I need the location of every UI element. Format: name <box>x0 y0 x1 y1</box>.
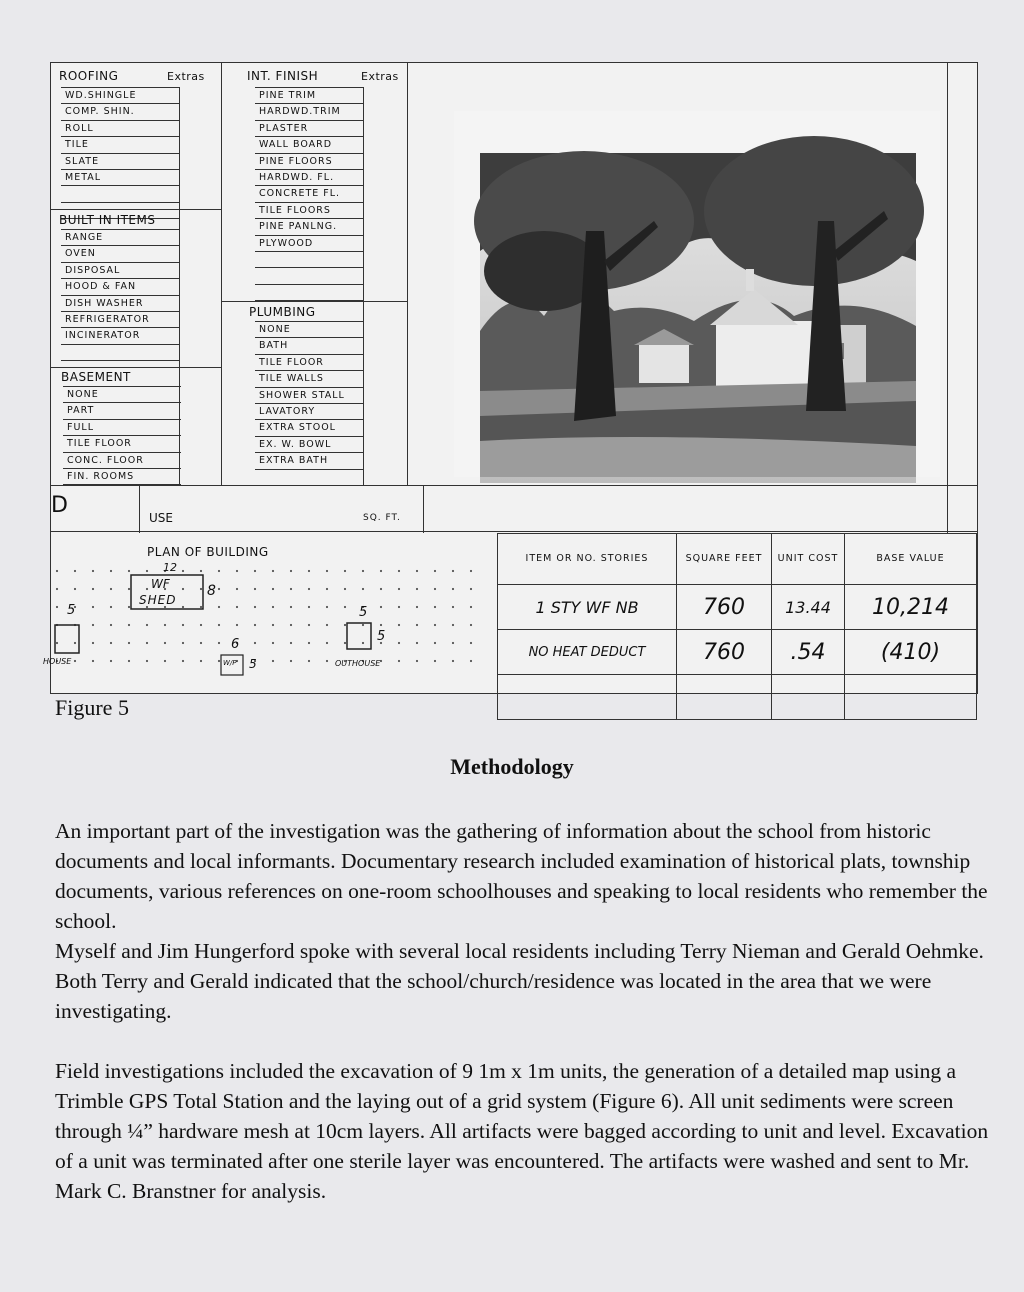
grid-dot <box>290 588 292 590</box>
list-item <box>61 345 179 361</box>
grid-dot <box>308 660 310 662</box>
grid-dot <box>200 588 202 590</box>
grid-dot <box>74 660 76 662</box>
use-row-mark: D <box>51 493 68 518</box>
grid-dot <box>56 570 58 572</box>
list-item: EX. W. BOWL <box>255 437 363 453</box>
grid-dot <box>434 642 436 644</box>
list-item: SHOWER STALL <box>255 388 363 404</box>
roofing-list <box>61 87 179 219</box>
grid-dot <box>128 660 130 662</box>
plumbing-list <box>255 321 363 486</box>
grid-dot <box>272 588 274 590</box>
grid-dot <box>110 642 112 644</box>
grid-dot <box>56 588 58 590</box>
list-item: TILE FLOOR <box>63 436 181 452</box>
grid-dot <box>326 660 328 662</box>
grid-dot <box>308 570 310 572</box>
grid-dot <box>416 642 418 644</box>
grid-dot <box>326 588 328 590</box>
grid-dot <box>470 624 472 626</box>
cost-item-cell: NO HEAT DEDUCT <box>498 630 677 675</box>
grid-dot <box>290 660 292 662</box>
grid-dot <box>236 606 238 608</box>
cost-header-unit-cost: UNIT COST <box>772 534 845 585</box>
list-item: OVEN <box>61 246 179 262</box>
grid-dot <box>308 642 310 644</box>
grid-dot <box>200 624 202 626</box>
basement-list <box>63 386 181 485</box>
grid-dot <box>434 660 436 662</box>
assessment-form-figure <box>43 62 978 694</box>
grid-dot <box>344 570 346 572</box>
grid-dot <box>128 588 130 590</box>
grid-dot <box>128 642 130 644</box>
list-item: COMP. SHIN. <box>61 104 179 120</box>
dim-5-left: 5 <box>67 603 76 618</box>
grid-dot <box>290 624 292 626</box>
list-item: PINE PANLNG. <box>255 219 363 235</box>
grid-dot <box>326 642 328 644</box>
house-label: HOUSE <box>43 657 72 666</box>
cost-table <box>497 533 977 693</box>
list-item: FULL <box>63 420 181 436</box>
list-item <box>255 268 363 284</box>
cost-unit-cell: 13.44 <box>772 585 845 630</box>
figure-caption: Figure 5 <box>55 695 129 720</box>
list-item: HARDWD. FL. <box>255 170 363 186</box>
grid-dot <box>218 588 220 590</box>
grid-dot <box>344 624 346 626</box>
grid-dot <box>452 642 454 644</box>
int-finish-list <box>255 87 363 301</box>
grid-dot <box>218 606 220 608</box>
grid-dot <box>92 606 94 608</box>
table-row <box>498 630 977 675</box>
grid-dot <box>470 570 472 572</box>
schoolhouse-photo <box>454 111 940 477</box>
grid-dot <box>452 570 454 572</box>
grid-dot <box>110 588 112 590</box>
grid-dot <box>218 660 220 662</box>
basement-header: BASEMENT <box>61 370 131 384</box>
dim-5-right: 5 <box>377 629 386 644</box>
grid-dot <box>236 570 238 572</box>
grid-dot <box>416 570 418 572</box>
grid-dot <box>470 660 472 662</box>
cost-sqft-cell: 760 <box>677 630 772 675</box>
cost-base-cell: (410) <box>845 630 977 675</box>
grid-dot <box>182 570 184 572</box>
grid-dot <box>308 606 310 608</box>
grid-dot <box>272 624 274 626</box>
grid-dot <box>398 660 400 662</box>
grid-dot <box>146 642 148 644</box>
grid-dot <box>182 588 184 590</box>
list-item: WALL BOARD <box>255 137 363 153</box>
plan-dot-grid <box>51 533 497 693</box>
list-item: NONE <box>255 322 363 338</box>
grid-dot <box>182 624 184 626</box>
grid-dot <box>308 624 310 626</box>
grid-dot <box>128 606 130 608</box>
list-item: HOOD & FAN <box>61 279 179 295</box>
grid-dot <box>362 570 364 572</box>
grid-dot <box>344 606 346 608</box>
grid-dot <box>398 642 400 644</box>
grid-dot <box>182 642 184 644</box>
built-in-header: BUILT IN ITEMS <box>59 213 156 227</box>
list-item: NONE <box>63 387 181 403</box>
int-finish-extras-label: Extras <box>361 70 399 83</box>
sqft-label: SQ. FT. <box>363 513 401 523</box>
dim-8: 8 <box>207 583 216 599</box>
grid-dot <box>182 606 184 608</box>
built-in-list <box>61 229 179 361</box>
list-item: CONC. FLOOR <box>63 453 181 469</box>
int-finish-header: INT. FINISH Extras <box>247 69 399 83</box>
paragraph-3: Field investigations included the excavation of 9 1m x 1m units, the generation of a detailed map using a Trimble GPS Total Station and the laying out of a grid system (Figure 6). All unit sediments were screen through ¼” hardware mesh at 10cm layers. All artifacts were bagged according to unit and level. Excavation of a unit was terminated after one sterile layer was encountered. The artifacts were washed and sent to Mr. Mark C. Branstner for analysis. <box>55 1059 989 1203</box>
grid-dot <box>434 570 436 572</box>
grid-dot <box>110 624 112 626</box>
list-item: SLATE <box>61 154 179 170</box>
grid-dot <box>398 588 400 590</box>
grid-dot <box>236 588 238 590</box>
grid-dot <box>146 624 148 626</box>
grid-dot <box>110 570 112 572</box>
grid-dot <box>272 606 274 608</box>
grid-dot <box>254 570 256 572</box>
list-item: ROLL <box>61 121 179 137</box>
roofing-extras-label: Extras <box>167 70 205 83</box>
grid-dot <box>362 588 364 590</box>
list-item: EXTRA BATH <box>255 453 363 469</box>
grid-dot <box>398 606 400 608</box>
grid-dot <box>92 588 94 590</box>
cost-sqft-cell: 760 <box>677 585 772 630</box>
cost-header-item: ITEM OR NO. STORIES <box>498 534 677 585</box>
section-title: Methodology <box>450 754 574 779</box>
grid-dot <box>308 588 310 590</box>
list-item: REFRIGERATOR <box>61 312 179 328</box>
grid-dot <box>398 570 400 572</box>
grid-dot <box>200 660 202 662</box>
schoolhouse-photo-image <box>454 111 940 477</box>
list-item: TILE FLOORS <box>255 203 363 219</box>
list-item: FIN. ROOMS <box>63 469 181 485</box>
grid-dot <box>254 642 256 644</box>
paragraph-2: Myself and Jim Hungerford spoke with several local residents including Terry Nieman and Gerald Oehmke. Both Terry and Gerald indicated that the school/church/residence was located in the area that we were investigating. <box>55 939 984 1023</box>
grid-dot <box>56 642 58 644</box>
list-item: HARDWD.TRIM <box>255 104 363 120</box>
dim-6: 6 <box>231 637 240 652</box>
grid-dot <box>272 570 274 572</box>
grid-dot <box>56 606 58 608</box>
grid-dot <box>434 588 436 590</box>
table-row <box>498 585 977 630</box>
grid-dot <box>344 642 346 644</box>
grid-dot <box>380 588 382 590</box>
use-label: USE <box>149 511 173 525</box>
grid-dot <box>164 624 166 626</box>
grid-dot <box>146 588 148 590</box>
grid-dot <box>452 588 454 590</box>
grid-dot <box>470 642 472 644</box>
grid-dot <box>290 606 292 608</box>
list-item: DISH WASHER <box>61 296 179 312</box>
grid-dot <box>380 624 382 626</box>
list-item: PLYWOOD <box>255 236 363 252</box>
grid-dot <box>92 624 94 626</box>
list-item: METAL <box>61 170 179 186</box>
grid-dot <box>74 570 76 572</box>
grid-dot <box>416 606 418 608</box>
list-item: EXTRA STOOL <box>255 420 363 436</box>
grid-dot <box>380 570 382 572</box>
list-item: PINE TRIM <box>255 88 363 104</box>
plan-of-building <box>43 533 497 693</box>
grid-dot <box>470 588 472 590</box>
grid-dot <box>110 606 112 608</box>
grid-dot <box>254 624 256 626</box>
plumbing-header: PLUMBING <box>249 305 316 319</box>
grid-dot <box>272 660 274 662</box>
list-item <box>255 470 363 486</box>
grid-dot <box>398 624 400 626</box>
list-item: LAVATORY <box>255 404 363 420</box>
grid-dot <box>452 606 454 608</box>
grid-dot <box>200 570 202 572</box>
grid-dot <box>74 642 76 644</box>
grid-dot <box>254 606 256 608</box>
grid-dot <box>182 660 184 662</box>
dim-12: 12 <box>163 561 177 574</box>
list-item: TILE FLOOR <box>255 355 363 371</box>
grid-dot <box>416 660 418 662</box>
grid-dot <box>326 570 328 572</box>
list-item: RANGE <box>61 230 179 246</box>
grid-dot <box>146 570 148 572</box>
grid-dot <box>236 624 238 626</box>
grid-dot <box>434 624 436 626</box>
grid-dot <box>254 588 256 590</box>
cost-unit-cell: .54 <box>772 630 845 675</box>
grid-dot <box>92 570 94 572</box>
list-item: INCINERATOR <box>61 328 179 344</box>
cost-base-cell: 10,214 <box>845 585 977 630</box>
grid-dot <box>92 660 94 662</box>
dim-5-wp: 5 <box>249 657 257 671</box>
grid-dot <box>128 570 130 572</box>
roofing-header: ROOFING Extras <box>59 69 205 83</box>
grid-dot <box>326 624 328 626</box>
grid-dot <box>200 642 202 644</box>
grid-dot <box>164 660 166 662</box>
list-item: TILE WALLS <box>255 371 363 387</box>
grid-dot <box>92 642 94 644</box>
grid-dot <box>164 642 166 644</box>
grid-dot <box>344 588 346 590</box>
grid-dot <box>200 606 202 608</box>
cost-header-sqft: SQUARE FEET <box>677 534 772 585</box>
grid-dot <box>434 606 436 608</box>
list-item: PINE FLOORS <box>255 154 363 170</box>
table-row <box>498 675 977 720</box>
grid-dot <box>362 642 364 644</box>
dim-5-mid: 5 <box>359 605 368 620</box>
grid-dot <box>470 606 472 608</box>
grid-dot <box>218 642 220 644</box>
list-item: DISPOSAL <box>61 263 179 279</box>
list-item <box>255 252 363 268</box>
grid-dot <box>362 624 364 626</box>
grid-dot <box>128 624 130 626</box>
list-item: WD.SHINGLE <box>61 88 179 104</box>
grid-dot <box>272 642 274 644</box>
grid-dot <box>380 606 382 608</box>
list-item <box>61 186 179 202</box>
grid-dot <box>74 588 76 590</box>
list-item: CONCRETE FL. <box>255 186 363 202</box>
paragraph-1: An important part of the investigation was the gathering of information about the school from historic documents and local informants. Documentary research included examination of historical plats, township documents, various references on one-room schoolhouses and speaking to local residents who remember the school. <box>55 819 988 933</box>
outhouse-label: OUTHOUSE <box>335 659 381 668</box>
grid-dot <box>452 624 454 626</box>
grid-dot <box>416 624 418 626</box>
list-item: PART <box>63 403 181 419</box>
wp-label: W/P <box>223 659 237 667</box>
list-item: PLASTER <box>255 121 363 137</box>
grid-dot <box>218 570 220 572</box>
cost-item-cell: 1 STY WF NB <box>498 585 677 630</box>
grid-dot <box>290 642 292 644</box>
grid-dot <box>290 570 292 572</box>
grid-dot <box>452 660 454 662</box>
list-item <box>255 285 363 301</box>
cost-header-base-value: BASE VALUE <box>845 534 977 585</box>
grid-dot <box>416 588 418 590</box>
grid-dot <box>146 660 148 662</box>
use-row <box>51 485 977 531</box>
list-item: BATH <box>255 338 363 354</box>
grid-dot <box>110 660 112 662</box>
shed-label: SHED <box>139 593 177 607</box>
plan-title: PLAN OF BUILDING <box>147 545 269 559</box>
list-item: TILE <box>61 137 179 153</box>
shed-label-wf: WF <box>151 577 170 591</box>
grid-dot <box>326 606 328 608</box>
grid-dot <box>218 624 220 626</box>
